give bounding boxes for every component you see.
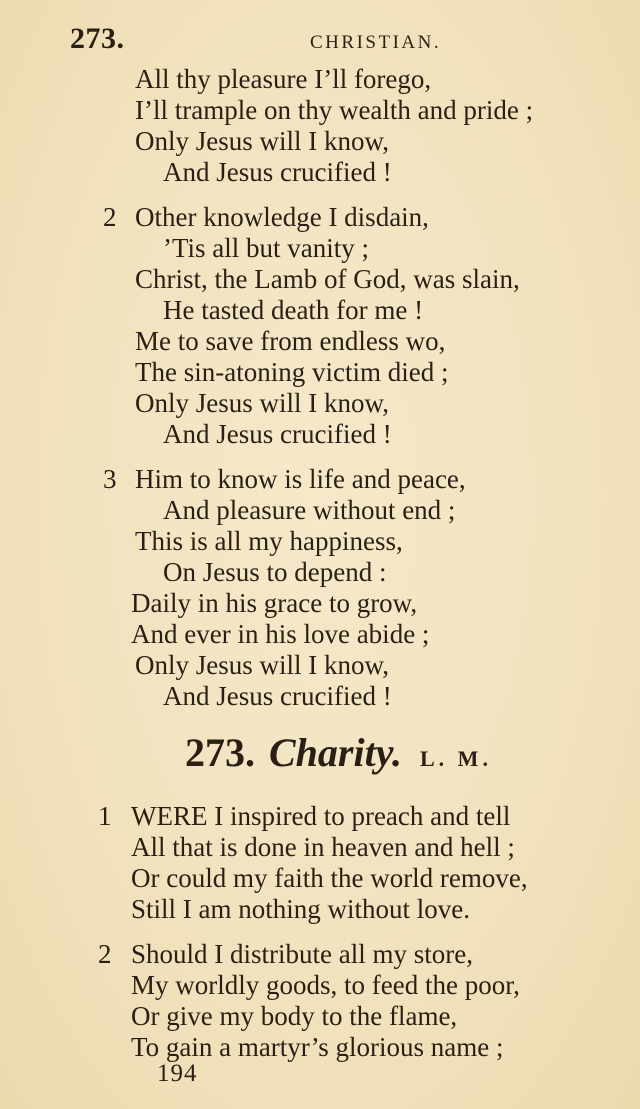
verse-line: Still I am nothing without love.	[131, 894, 470, 924]
hymn-heading	[185, 730, 492, 782]
verse-line: Other knowledge I disdain,	[135, 202, 429, 232]
hymn-number: 273.	[185, 730, 255, 775]
verse-line: And Jesus crucified !	[163, 157, 392, 187]
running-title: CHRISTIAN.	[310, 32, 442, 53]
verse-line: Only Jesus will I know,	[135, 650, 389, 680]
verse-line: My worldly goods, to feed the poor,	[131, 970, 520, 1000]
verse-line: On Jesus to depend :	[163, 557, 387, 587]
verse-line: WERE I inspired to preach and tell	[131, 801, 511, 831]
hymn-meter: L. M.	[420, 746, 492, 771]
verse-line: Me to save from endless wo,	[135, 326, 446, 356]
verse-line: Daily in his grace to grow,	[131, 588, 418, 618]
verse-line: ’Tis all but vanity ;	[163, 233, 370, 263]
stanza-number: 1	[98, 801, 112, 831]
verse-line: And Jesus crucified !	[163, 681, 392, 711]
verse-line: And Jesus crucified !	[163, 419, 392, 449]
verse-line: The sin-atoning victim died ;	[135, 357, 449, 387]
verse-line: Or give my body to the flame,	[131, 1001, 458, 1031]
verse-line: He tasted death for me !	[163, 295, 424, 325]
hymn-title: Charity.	[269, 730, 402, 775]
stanza-number: 2	[98, 939, 112, 969]
stanza-number: 3	[103, 464, 117, 494]
verse-line: Only Jesus will I know,	[135, 126, 389, 156]
verse-line: All thy pleasure I’ll forego,	[135, 64, 432, 94]
verse-line: And pleasure without end ;	[163, 495, 456, 525]
verse-line: This is all my happiness,	[135, 526, 403, 556]
page-number: 194	[157, 1060, 198, 1087]
verse-line: Only Jesus will I know,	[135, 388, 389, 418]
verse-line: Or could my faith the world remove,	[131, 863, 528, 893]
verse-line: Should I distribute all my store,	[131, 939, 473, 969]
running-head	[0, 22, 640, 62]
verse-line: I’ll trample on thy wealth and pride ;	[135, 95, 534, 125]
hymn-number-header: 273.	[70, 22, 125, 55]
stanza-number: 2	[103, 202, 117, 232]
verse-line: All that is done in heaven and hell ;	[131, 832, 515, 862]
verse-line: To gain a martyr’s glorious name ;	[131, 1032, 504, 1062]
verse-line: And ever in his love abide ;	[131, 619, 430, 649]
verse-line: Him to know is life and peace,	[135, 464, 466, 494]
verse-line: Christ, the Lamb of God, was slain,	[135, 264, 520, 294]
